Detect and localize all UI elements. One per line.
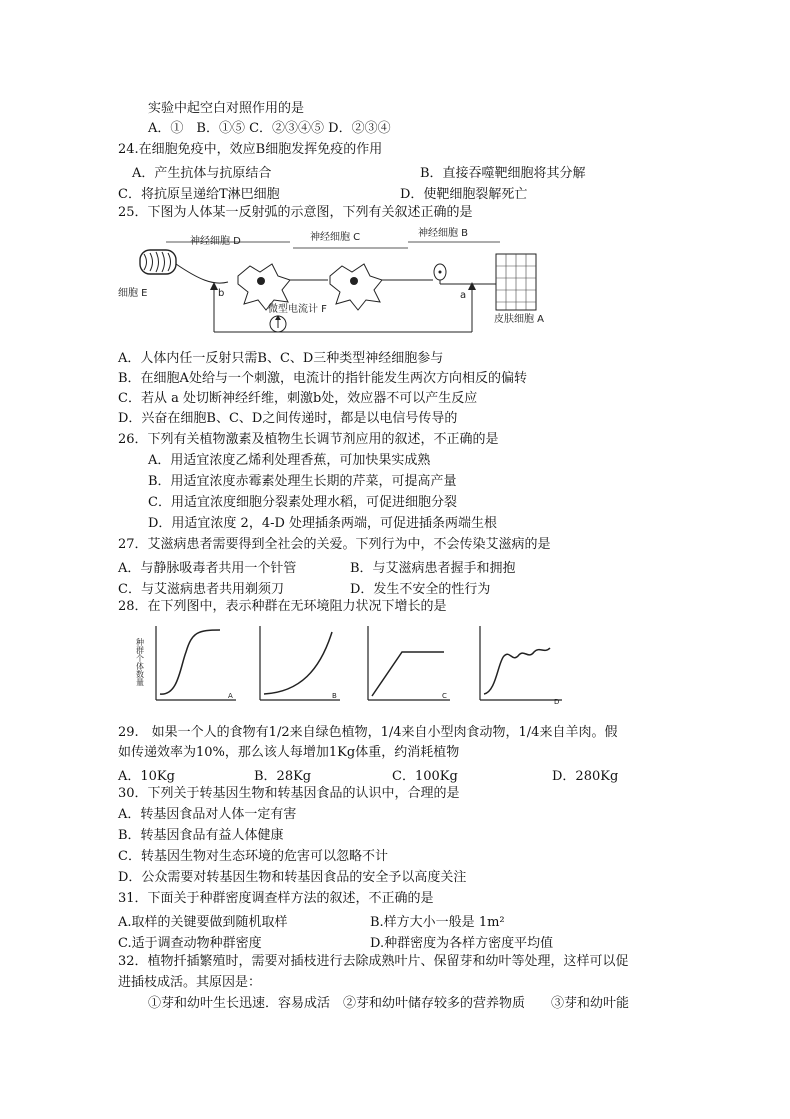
curve-d <box>484 648 550 694</box>
q30-option-b: B．转基因食品有益人体健康 <box>118 828 284 843</box>
curve-c <box>372 652 444 696</box>
q31-option-c: C.适于调查动物种群密度 <box>118 936 262 951</box>
q30-option-a: A．转基因食品对人体一定有害 <box>118 807 297 822</box>
q29-stem: 29. 如果一个人的食物有1/2来自绿色植物，1/4来自小型肉食动物，1/4来自羊肉。假 <box>118 725 618 740</box>
label-neuron-b: 神经细胞 B <box>418 228 469 239</box>
q29-option-d: D．280Kg <box>552 769 619 784</box>
q25-option-b: B．在细胞A处给与一个刺激，电流计的指针能发生两次方向相反的偏转 <box>118 371 527 386</box>
q26-stem: 26．下列有关植物激素及植物生长调节剂应用的叙述，不正确的是 <box>118 432 499 447</box>
chart-c-xlabel: C <box>442 692 447 700</box>
label-neuron-c: 神经细胞 C <box>310 232 361 243</box>
q30-option-d: D．公众需要对转基因生物和转基因食品的安全予以高度关注 <box>118 870 467 885</box>
q24-option-c: C．将抗原呈递给T淋巴细胞 <box>118 187 280 202</box>
growth-curves <box>135 622 580 710</box>
q29-option-c: C．100Kg <box>392 769 458 784</box>
q29-option-b: B．28Kg <box>254 769 312 784</box>
galvanometer-icon <box>270 315 286 332</box>
chart-b-xlabel: B <box>332 692 337 700</box>
q27-stem: 27．艾滋病患者需要得到全社会的关爱。下列行为中，不会传染艾滋病的是 <box>118 537 551 552</box>
q24-stem: 24.在细胞免疫中，效应B细胞发挥免疫的作用 <box>118 142 383 157</box>
q31-option-b: B.样方大小一般是 1m² <box>370 915 505 930</box>
q23-stem-end: 实验中起空白对照作用的是 <box>148 101 305 116</box>
q24-option-a: A．产生抗体与抗原结合 <box>132 166 272 181</box>
label-neuron-d: 神经细胞 D <box>190 236 241 247</box>
q29-stem-2: 如传递效率为10%，那么该人每增加1Kg体重，约消耗植物 <box>118 745 460 760</box>
q28-stem: 28．在下列图中，表示种群在无环境阻力状况下增长的是 <box>118 599 447 614</box>
chart-a-ylabel: 种群个体数量 <box>135 638 145 686</box>
q24-option-b: B．直接吞噬靶细胞将其分解 <box>420 166 586 181</box>
muscle-cell-e-icon <box>140 250 176 274</box>
label-skin-a: 皮肤细胞 A <box>494 314 545 325</box>
q26-option-c: C．用适宜浓度细胞分裂素处理水稻，可促进细胞分裂 <box>148 495 457 510</box>
chart-d-xlabel: D <box>554 698 560 706</box>
curve-a <box>160 630 220 694</box>
curve-chart-c <box>368 626 450 700</box>
q25-option-c: C．若从 a 处切断神经纤维，刺激b处，效应器不可以产生反应 <box>118 391 478 406</box>
curve-chart-a <box>136 626 237 700</box>
curve-chart-d <box>480 626 562 706</box>
reflex-arc-diagram <box>118 224 558 344</box>
q31-stem: 31．下面关于种群密度调查样方法的叙述，不正确的是 <box>118 891 434 906</box>
q30-stem: 30．下列关于转基因生物和转基因食品的认识中，合理的是 <box>118 786 460 801</box>
q25-stem: 25．下图为人体某一反射弧的示意图，下列有关叙述正确的是 <box>118 205 473 220</box>
q26-option-d: D．用适宜浓度 2，4-D 处理插条两端，可促进插条两端生根 <box>148 516 498 531</box>
q25-option-d: D．兴奋在细胞B、C、D之间传递时，都是以电信号传导的 <box>118 411 458 426</box>
q29-option-a: A．10Kg <box>118 769 175 784</box>
q27-option-b: B．与艾滋病患者握手和拥抱 <box>350 561 516 576</box>
neuron-b-icon <box>434 264 446 280</box>
q23-options: A．① B．①⑤ C．②③④⑤ D．②③④ <box>148 121 391 136</box>
label-b: b <box>218 288 225 299</box>
q32-statements: ①芽和幼叶生长迅速．容易成活 ②芽和幼叶储存较多的营养物质 ③芽和幼叶能 <box>148 996 630 1011</box>
q32-stem: 32．植物扦插繁殖时，需要对插枝进行去除成熟叶片、保留芽和幼叶等处理，这样可以促 <box>118 954 629 969</box>
q25-option-a: A．人体内任一反射只需B、C、D三种类型神经细胞参与 <box>118 351 444 366</box>
label-meter: 微型电流计 F <box>268 304 327 315</box>
chart-a-xlabel: A <box>228 692 233 700</box>
q27-option-c: C．与艾滋病患者共用剃须刀 <box>118 582 284 597</box>
label-cell-e: 细胞 E <box>118 288 148 299</box>
q24-option-d: D．使靶细胞裂解死亡 <box>400 187 528 202</box>
q27-option-d: D．发生不安全的性行为 <box>350 582 491 597</box>
q26-option-a: A．用适宜浓度乙烯利处理香蕉，可加快果实成熟 <box>148 453 431 468</box>
q32-stem-2: 进插枝成活。其原因是： <box>118 975 262 990</box>
label-a: a <box>460 290 467 301</box>
q31-option-a: A.取样的关键要做到随机取样 <box>118 915 288 930</box>
skin-cell-a-icon <box>496 254 536 310</box>
q27-option-a: A．与静脉吸毒者共用一个针管 <box>118 561 297 576</box>
q31-option-d: D.种群密度为各样方密度平均值 <box>370 936 554 951</box>
curve-chart-b <box>260 626 340 700</box>
curve-b <box>264 632 332 694</box>
neuron-c-icon <box>330 264 382 310</box>
q30-option-c: C．转基因生物对生态环境的危害可以忽略不计 <box>118 849 388 864</box>
q26-option-b: B．用适宜浓度赤霉素处理生长期的芹菜，可提高产量 <box>148 474 457 489</box>
